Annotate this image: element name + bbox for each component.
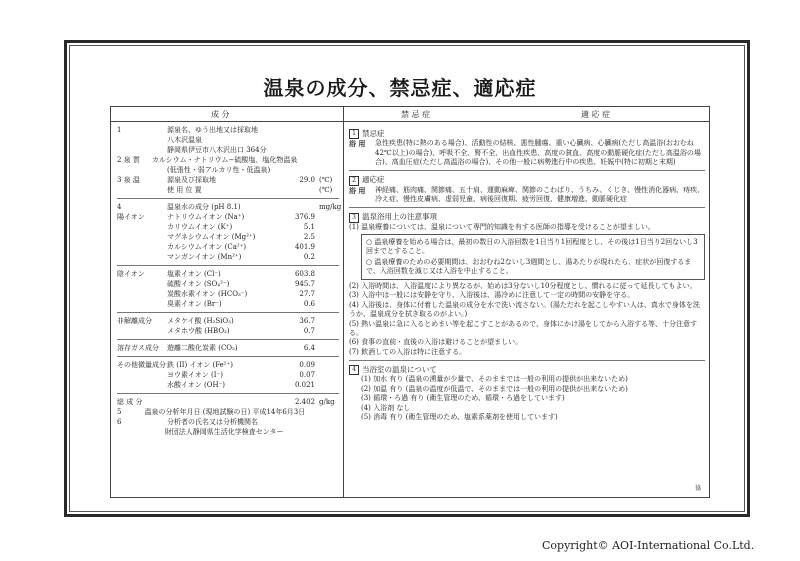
section-title: 温泉浴用上の注意事項 <box>362 212 437 222</box>
component-cell: 溶存ガス成分 <box>117 343 159 352</box>
contraindications-bath <box>349 139 705 167</box>
component-cell: 静岡県伊豆市八木沢出口 364分 <box>167 145 267 154</box>
component-row <box>117 299 339 309</box>
component-cell: マンガンイオン (Mn²⁺) <box>167 252 242 261</box>
component-row <box>117 417 339 427</box>
indications-header: 適 応 症 <box>581 110 611 119</box>
component-cell: 0.7 <box>303 326 315 335</box>
component-cell: ナトリウムイオン (Na⁺) <box>167 212 245 221</box>
header-divider <box>111 121 709 122</box>
contraindications-text: 急性疾患(特に熱のある場合)、活動性の結核、悪性腫瘍、重い心臓病、心臓病(ただし高温浴(おおむね42℃以上)の場合)、呼吸不全、腎不全、出血性疾患、高度の貧血、高度の動脈硬化症(ただし高温浴の場合)、高血圧症(ただし高温浴の場合)、その他一般に病勢進行中の疾患、妊娠中(特に初期と末期) <box>375 139 701 166</box>
component-row <box>117 360 339 370</box>
indications-text: 神経痛、筋肉痛、関節痛、五十肩、運動麻痺、関節のこわばり、うちみ、くじき、慢性消化器病、痔疾、冷え症、慢性皮膚病、虚弱児童、病後回復期、疲労回復、健康増進、動脈硬化症 <box>375 185 705 203</box>
component-row <box>117 212 339 222</box>
section-number: 2 <box>349 176 359 186</box>
component-row <box>117 326 339 336</box>
component-cell: ヨウ素イオン (I⁻) <box>167 370 223 379</box>
component-row <box>117 155 339 165</box>
component-cell: 炭酸水素イオン (HCO₃⁻) <box>167 289 248 298</box>
component-row <box>117 289 339 299</box>
section-number: 4 <box>349 365 359 375</box>
component-row <box>117 242 339 252</box>
component-row <box>117 397 339 407</box>
divider <box>349 207 705 208</box>
divider <box>349 170 705 171</box>
section-indications <box>349 175 705 185</box>
component-cell: 2 泉 質 <box>117 155 140 164</box>
component-cell: (低張性・弱アルカリ性・低温泉) <box>167 165 271 174</box>
component-cell: 2.402 <box>294 397 315 406</box>
component-cell: メタケイ酸 (H₂SiO₃) <box>167 316 234 325</box>
component-cell: 分析者の氏名又は分析機関名 <box>167 417 258 426</box>
page-title: 温泉の成分、禁忌症、適応症 <box>263 76 537 100</box>
component-cell: 2.5 <box>303 232 315 241</box>
analysis-table <box>110 106 710 498</box>
bath-info-item: (1) 加水 有り (温泉の湧量が少量で、そのままでは一般の利用の提供が出来ないため) <box>361 375 628 384</box>
component-cell: マグネシウムイオン (Mg²⁺) <box>167 232 256 241</box>
component-row <box>117 343 339 353</box>
component-cell: 6 <box>117 417 122 426</box>
component-cell: 0.2 <box>303 252 315 261</box>
component-cell: 使 用 位 置 <box>167 185 202 194</box>
component-row <box>117 269 339 279</box>
components-header: 成 分 <box>211 110 230 119</box>
usage-label: 浴 用 <box>349 139 366 149</box>
indications-bath <box>349 186 705 205</box>
component-cell: 遊離二酸化炭素 (CO₂) <box>167 343 238 352</box>
section-contraindications <box>349 129 705 139</box>
component-row <box>117 202 342 212</box>
divider <box>349 360 705 361</box>
component-row <box>117 380 339 390</box>
contraindications-header: 禁 忌 症 <box>401 110 431 119</box>
component-cell: メタホウ酸 (HBO₂) <box>167 326 230 335</box>
component-cell: 0.6 <box>303 299 315 308</box>
bath-info-item: (2) 加温 有り (温泉の温度が低温で、そのままでは一般の利用の提供が出来ないため) <box>361 384 628 393</box>
component-row <box>117 185 339 195</box>
component-row <box>117 370 339 380</box>
usage-label: 浴 用 <box>349 185 366 195</box>
section-title: 当浴室の温泉について <box>362 365 437 375</box>
component-cell: 陽イオン <box>117 212 145 221</box>
section-title: 禁忌症 <box>362 129 385 138</box>
component-row <box>117 252 339 262</box>
component-row <box>117 222 339 232</box>
component-cell: 5.1 <box>303 222 315 231</box>
bath-info-item: (5) 消毒 有り (衛生管理のため、塩素系薬剤を使用しています) <box>361 413 558 422</box>
precaution-5: (5) 熱い温泉に急に入るとめまい等を起こすことがあるので、身体にかけ湯をしてから入浴する等、十分注意する。 <box>349 319 697 337</box>
component-cell: 4 <box>117 202 122 211</box>
precaution-box <box>361 234 705 280</box>
component-row <box>117 135 339 145</box>
component-cell: (℃) <box>319 185 333 194</box>
bath-info-item: (3) 循環・ろ過 有り (衛生管理のため、循環・ろ過をしています) <box>361 394 565 403</box>
component-cell: 6.4 <box>303 343 315 352</box>
component-cell: 臭素イオン (Br⁻) <box>167 299 222 308</box>
component-cell: 源泉名、ゆう出地又は採取地 <box>167 125 258 134</box>
component-cell: 温泉の分析年月日 (現地試験の日) 平成14年6月3日 <box>144 407 306 416</box>
divider <box>117 312 339 313</box>
footer-mark: 協 <box>694 484 701 492</box>
component-cell: 401.9 <box>294 242 315 251</box>
divider <box>117 339 339 340</box>
component-cell: 八木沢温泉 <box>167 135 202 144</box>
component-cell: g/kg <box>319 397 335 406</box>
section-precautions <box>349 212 705 222</box>
component-cell: 源泉及び採取地 <box>167 175 216 184</box>
component-cell: 5 <box>117 407 122 416</box>
column-divider <box>343 107 344 497</box>
component-cell: 塩素イオン (Cl⁻) <box>167 269 221 278</box>
precaution-2: (2) 入浴時間は、入浴温度により異なるが、始めは3分ないし10分程度とし、慣れるに従って延長してもよい。 <box>349 281 697 290</box>
component-cell: 0.07 <box>299 370 315 379</box>
section-number: 3 <box>349 213 359 223</box>
section-bath-info <box>349 365 705 375</box>
component-cell: 36.7 <box>299 316 315 325</box>
component-cell: その他微量成分 <box>117 360 166 369</box>
component-row <box>117 427 339 437</box>
component-cell: 376.9 <box>294 212 315 221</box>
component-cell: カルシウムイオン (Ca²⁺) <box>167 242 247 251</box>
divider <box>117 356 339 357</box>
component-cell: 鉄 (II) イオン (Fe²⁺) <box>167 360 234 369</box>
divider <box>117 265 339 266</box>
component-cell: カリウムイオン (K⁺) <box>167 222 233 231</box>
precaution-3: (3) 入浴中は一般には安静を守り、入浴後は、湯冷めに注意して一定の時間の安静を守る。 <box>349 291 635 300</box>
component-cell: 29.0 <box>299 175 315 184</box>
section-number: 1 <box>349 129 359 139</box>
component-cell: 非解離成分 <box>117 316 152 325</box>
precaution-1: (1) 温泉療養については、温泉について専門的知識を有する医師の指導を受けることが望ましい。 <box>349 222 655 231</box>
components-column <box>117 125 342 437</box>
precaution-4: (4) 入浴後は、身体に付着した温泉の成分を水で洗い流さない。(湯ただれを起こしやすい人は、真水で身体を洗うか、温泉成分を拭き取るのがよい。) <box>349 300 700 319</box>
component-cell: 陰イオン <box>117 269 145 278</box>
notes-column <box>349 125 705 423</box>
component-row <box>117 145 339 155</box>
component-row <box>117 279 339 289</box>
component-row <box>117 165 339 175</box>
precaution-bullet: ○ 温泉療養を始める場合は、最初の数日の入浴回数を1日当り1回程度とし、その後は1日当り2回ないし3回までとすること。 <box>366 238 698 256</box>
component-cell: 総 成 分 <box>117 397 143 406</box>
component-row <box>117 316 339 326</box>
bath-info-list <box>349 375 705 422</box>
component-cell: mg/kg <box>319 202 342 211</box>
component-cell: 27.7 <box>299 289 315 298</box>
component-cell: カルシウム・ナトリウム−硫酸塩、塩化物温泉 <box>151 155 298 164</box>
component-row <box>117 232 339 242</box>
component-row <box>117 407 339 417</box>
copyright-text: Copyright© AOI-International Co.Ltd. <box>542 539 755 552</box>
component-cell: 0.021 <box>294 380 315 389</box>
precaution-6: (6) 食事の直前・直後の入浴は避けることが望ましい。 <box>349 338 523 347</box>
component-row <box>117 175 339 185</box>
divider <box>117 198 339 199</box>
precaution-bullet: ○ 温泉療養のための必要期間は、おおむね2ないし3週間とし、湯あたりが現れたら、症状が回復するまで、入浴回数を減じ又は入浴を中止すること。 <box>366 257 692 276</box>
component-cell: (℃) <box>319 175 333 184</box>
bath-info-item: (4) 入浴剤 なし <box>361 403 411 412</box>
component-cell: 603.8 <box>294 269 315 278</box>
component-cell: 1 <box>117 125 122 134</box>
component-cell: 温泉水の成分 (pH 8.1) <box>167 202 241 211</box>
component-cell: 3 泉 温 <box>117 175 140 184</box>
component-cell: 945.7 <box>294 279 315 288</box>
component-cell: 財団法人静岡県生活化学検査センター <box>164 427 284 436</box>
component-cell: 0.09 <box>299 360 315 369</box>
precaution-7: (7) 飲酒しての入浴は特に注意する。 <box>349 347 467 356</box>
component-row <box>117 125 339 135</box>
component-cell: 水酸イオン (OH⁻) <box>167 380 226 389</box>
divider <box>117 393 339 394</box>
component-cell: 硫酸イオン (SO₄²⁻) <box>167 279 230 288</box>
section-title: 適応症 <box>362 175 385 185</box>
